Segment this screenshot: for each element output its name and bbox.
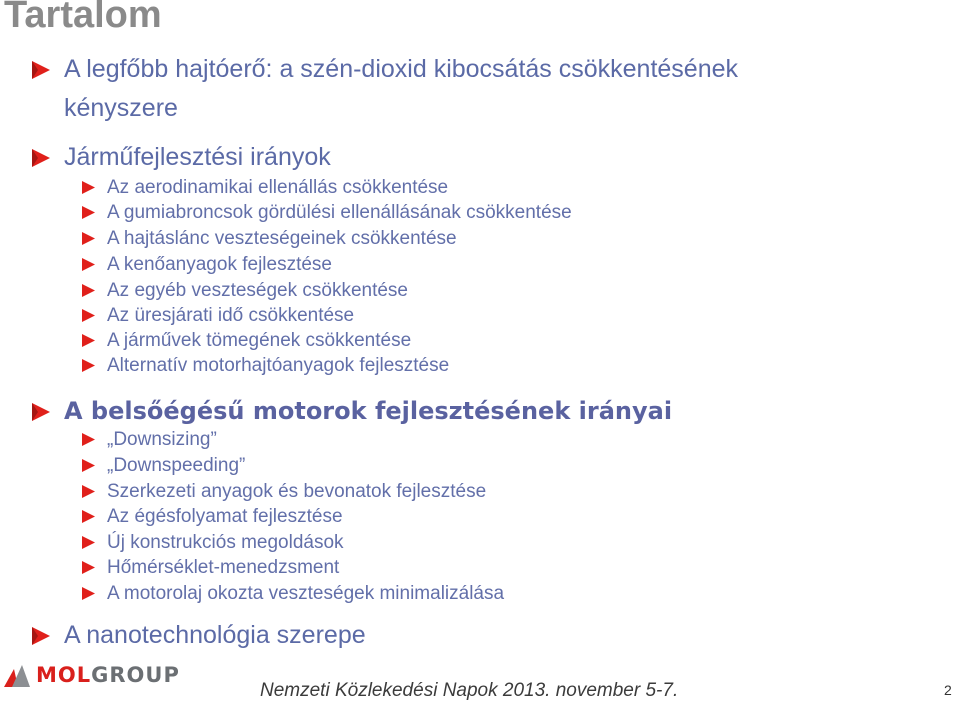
- list-item: [82, 305, 354, 327]
- section-2-label: Járműfejlesztési irányok: [64, 143, 331, 171]
- section-1-bullet: [32, 55, 738, 84]
- list-item-label: Az üresjárati idő csökkentése: [107, 305, 355, 326]
- red-triangle-arrow-icon: [82, 485, 95, 498]
- list-item-label: Az aerodinamikai ellenállás csökkentése: [107, 177, 449, 198]
- list-item-label: A járművek tömegének csökkentése: [107, 330, 412, 351]
- red-triangle-arrow-icon: [82, 181, 95, 194]
- section-3-bullet: [32, 397, 672, 425]
- list-item: [82, 532, 344, 554]
- list-item: [82, 177, 448, 199]
- section-2-bullet: [32, 143, 331, 172]
- list-item-label: Alternatív motorhajtóanyagok fejlesztése: [107, 355, 450, 376]
- list-item-label: Hőmérséklet-menedzsment: [107, 557, 340, 578]
- list-item: [82, 455, 245, 477]
- list-item-label: „Downspeeding”: [107, 455, 246, 476]
- section-4-bullet: [32, 621, 366, 650]
- red-triangle-arrow-icon: [82, 232, 95, 245]
- red-triangle-arrow-icon: [82, 510, 95, 523]
- red-triangle-arrow-icon: [32, 627, 50, 645]
- slide-title: Tartalom: [4, 0, 162, 36]
- list-item: [82, 506, 343, 528]
- red-triangle-arrow-icon: [82, 284, 95, 297]
- list-item: [82, 481, 486, 503]
- red-triangle-arrow-icon: [32, 61, 50, 79]
- red-triangle-arrow-icon: [32, 403, 50, 421]
- list-item-label: „Downsizing”: [107, 429, 217, 450]
- list-item-label: A motorolaj okozta veszteségek minimalizálása: [107, 583, 505, 604]
- page-number: 2: [944, 682, 952, 698]
- list-item: [82, 228, 457, 250]
- logo-word-mol: MOL: [36, 663, 92, 687]
- footer-event-text: Nemzeti Közlekedési Napok 2013. november 5-7.: [260, 680, 679, 701]
- red-triangle-arrow-icon: [82, 561, 95, 574]
- list-item-label: Az egyéb veszteségek csökkentése: [107, 280, 409, 301]
- section-1-label: A legfőbb hajtóerő: a szén-dioxid kibocsátás csökkentésének: [64, 55, 739, 83]
- list-item-label: A hajtáslánc veszteségeinek csökkentése: [107, 228, 457, 249]
- section-1-label-continued: kényszere: [64, 94, 178, 122]
- list-item-label: Új konstrukciós megoldások: [107, 532, 344, 553]
- list-item: [82, 355, 449, 377]
- mol-group-logo: [4, 660, 180, 690]
- red-triangle-arrow-icon: [32, 149, 50, 167]
- red-triangle-arrow-icon: [82, 206, 95, 219]
- list-item-label: A gumiabroncsok gördülési ellenállásának csökkentése: [107, 202, 572, 223]
- red-triangle-arrow-icon: [82, 258, 95, 271]
- list-item: [82, 330, 411, 352]
- list-item-label: A kenőanyagok fejlesztése: [107, 254, 332, 275]
- list-item: [82, 429, 217, 451]
- logo-word-group: GROUP: [91, 663, 180, 687]
- section-3-label: A belsőégésű motorok fejlesztésének irányai: [64, 397, 673, 425]
- red-triangle-arrow-icon: [82, 359, 95, 372]
- red-triangle-arrow-icon: [82, 587, 95, 600]
- list-item-label: Az égésfolyamat fejlesztése: [107, 506, 343, 527]
- red-triangle-arrow-icon: [82, 459, 95, 472]
- red-triangle-arrow-icon: [82, 536, 95, 549]
- mol-logo-mark-icon: [4, 663, 30, 687]
- red-triangle-arrow-icon: [82, 334, 95, 347]
- list-item: [82, 557, 339, 579]
- list-item-label: Szerkezeti anyagok és bevonatok fejlesztése: [107, 481, 487, 502]
- list-item: [82, 583, 504, 605]
- list-item: [82, 254, 332, 276]
- list-item: [82, 280, 408, 302]
- red-triangle-arrow-icon: [82, 433, 95, 446]
- section-4-label: A nanotechnológia szerepe: [64, 621, 366, 649]
- logo-wordmark: [36, 663, 180, 687]
- red-triangle-arrow-icon: [82, 309, 95, 322]
- list-item: [82, 202, 572, 224]
